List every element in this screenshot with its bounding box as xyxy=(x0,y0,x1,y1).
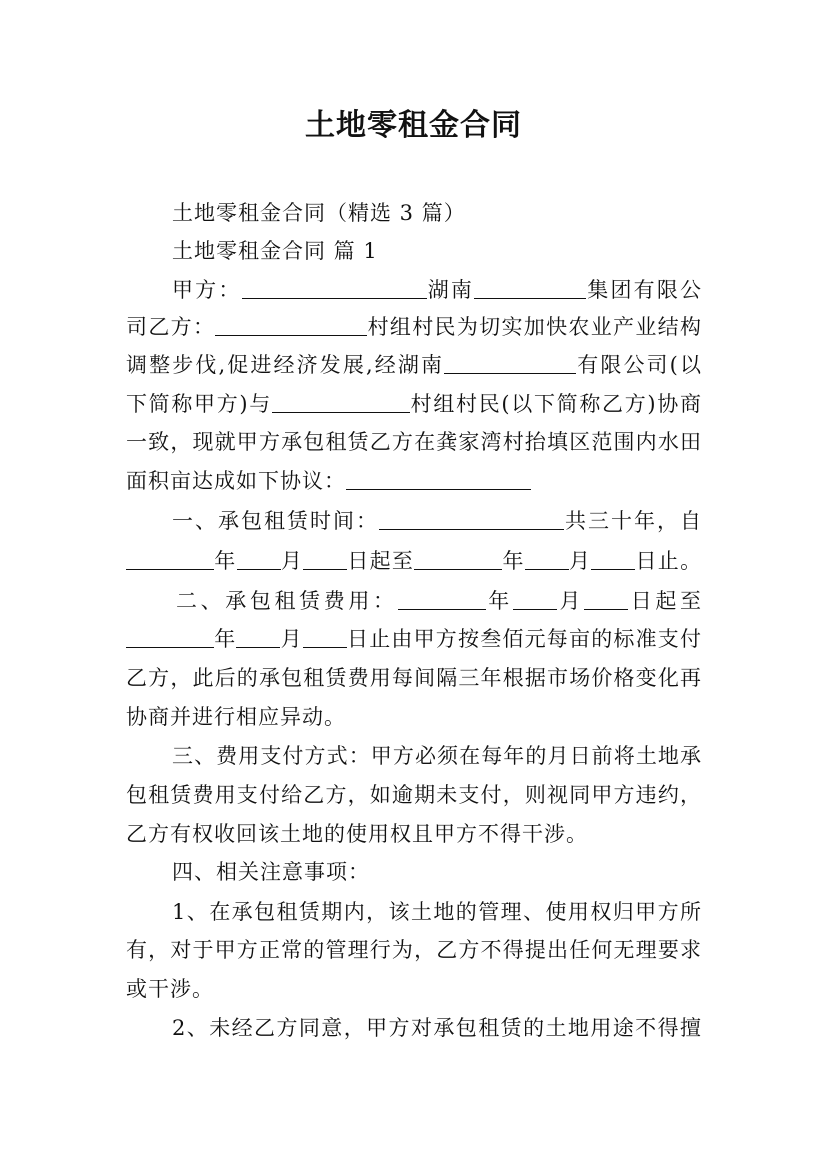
text-run: 2、未经乙方同意，甲方对承包租赁的土地用途不得擅 xyxy=(172,1016,702,1040)
paragraph-line xyxy=(126,427,702,457)
blank-field xyxy=(303,627,347,648)
blank-field xyxy=(126,549,214,570)
paragraph-line xyxy=(126,466,531,496)
blank-field xyxy=(414,549,502,570)
section-heading: 土地零租金合同 篇 1 xyxy=(172,239,378,263)
text-run: 日起至 xyxy=(347,549,415,573)
text-run: 乙方，此后的承包租赁费用每间隔三年根据市场价格变化再 xyxy=(126,666,702,690)
paragraph-line xyxy=(126,974,214,1004)
blank-field xyxy=(591,549,635,570)
paragraph-line xyxy=(126,312,702,342)
text-run: 三、费用支付方式：甲方必须在每年的月日前将土地承 xyxy=(172,744,702,768)
text-run: 司乙方： xyxy=(126,315,216,339)
blank-field xyxy=(379,509,564,530)
text-run: 有限公司(以 xyxy=(576,353,702,377)
subtitle: 土地零租金合同（精选 3 篇） xyxy=(172,201,466,225)
paragraph-line xyxy=(126,819,588,849)
paragraph-line xyxy=(172,1013,702,1043)
text-run: 调整步伐,促进经济发展,经湖南 xyxy=(126,353,445,377)
text-run: 日止由甲方按叁佰元每亩的标准支付 xyxy=(346,627,703,651)
text-run: 村组村民为切实加快农业产业结构 xyxy=(367,315,703,339)
text-run: 乙方有权收回该土地的使用权且甲方不得干涉。 xyxy=(126,822,588,846)
blank-field xyxy=(513,589,557,610)
blank-field xyxy=(215,315,367,336)
text-run: 年 xyxy=(214,627,237,651)
text-run: 或干涉。 xyxy=(126,977,214,1001)
section-heading-notes xyxy=(172,857,370,887)
blank-field xyxy=(237,549,281,570)
text-run: 集团有限公 xyxy=(586,278,703,302)
text-run: 甲方： xyxy=(172,278,242,302)
text-run: 月 xyxy=(280,549,304,573)
blank-field xyxy=(474,278,586,299)
paragraph-line xyxy=(126,702,346,732)
paragraph-line xyxy=(172,741,702,771)
text-run: 湖南 xyxy=(426,278,475,302)
text-run: 包租赁费用支付给乙方，如逾期未支付，则视同甲方违约， xyxy=(126,783,702,807)
text-run: 年 xyxy=(214,549,237,573)
paragraph-line xyxy=(126,624,702,654)
text-run: 四、相关注意事项： xyxy=(172,860,370,884)
blank-field xyxy=(126,627,214,648)
paragraph-line xyxy=(126,546,702,576)
blank-field xyxy=(398,589,486,610)
blank-field xyxy=(272,392,410,413)
blank-field xyxy=(236,627,280,648)
paragraph-line xyxy=(126,389,702,419)
blank-field xyxy=(525,549,569,570)
blank-field xyxy=(346,469,531,490)
text-run: 月 xyxy=(556,589,585,613)
blank-field xyxy=(584,589,628,610)
paragraph-line xyxy=(176,586,702,616)
text-run: 一致，现就甲方承包租赁乙方在龚家湾村抬填区范围内水田 xyxy=(126,430,702,454)
text-run: 共三十年，自 xyxy=(564,509,702,533)
paragraph-line xyxy=(172,897,702,927)
text-run: 年 xyxy=(502,549,525,573)
text-run: 协商并进行相应异动。 xyxy=(126,705,346,729)
text-run: 下简称甲方)与 xyxy=(126,392,272,416)
paragraph-line xyxy=(172,506,702,536)
blank-field xyxy=(303,549,347,570)
text-run: 月 xyxy=(280,627,303,651)
paragraph-line xyxy=(172,275,702,305)
page-title: 土地零租金合同 xyxy=(305,108,522,143)
text-run: 日止。 xyxy=(635,549,703,573)
text-run: 村组村民(以下简称乙方)协商 xyxy=(410,392,702,416)
text-run: 1、在承包租赁期内，该土地的管理、使用权归甲方所 xyxy=(172,900,702,924)
text-run: 二、承包租赁费用： xyxy=(176,589,398,613)
text-run: 日起至 xyxy=(628,589,702,613)
text-run: 有，对于甲方正常的管理行为，乙方不得提出任何无理要求 xyxy=(126,938,702,962)
paragraph-line xyxy=(126,780,702,810)
text-run: 月 xyxy=(568,549,592,573)
text-run: 面积亩达成如下协议： xyxy=(126,469,346,493)
text-run: 年 xyxy=(485,589,513,613)
blank-field xyxy=(444,353,576,374)
text-run: 一、承包租赁时间： xyxy=(172,509,379,533)
paragraph-line xyxy=(126,663,702,693)
paragraph-line xyxy=(126,935,702,965)
blank-field xyxy=(242,278,427,299)
paragraph-line xyxy=(126,350,702,380)
